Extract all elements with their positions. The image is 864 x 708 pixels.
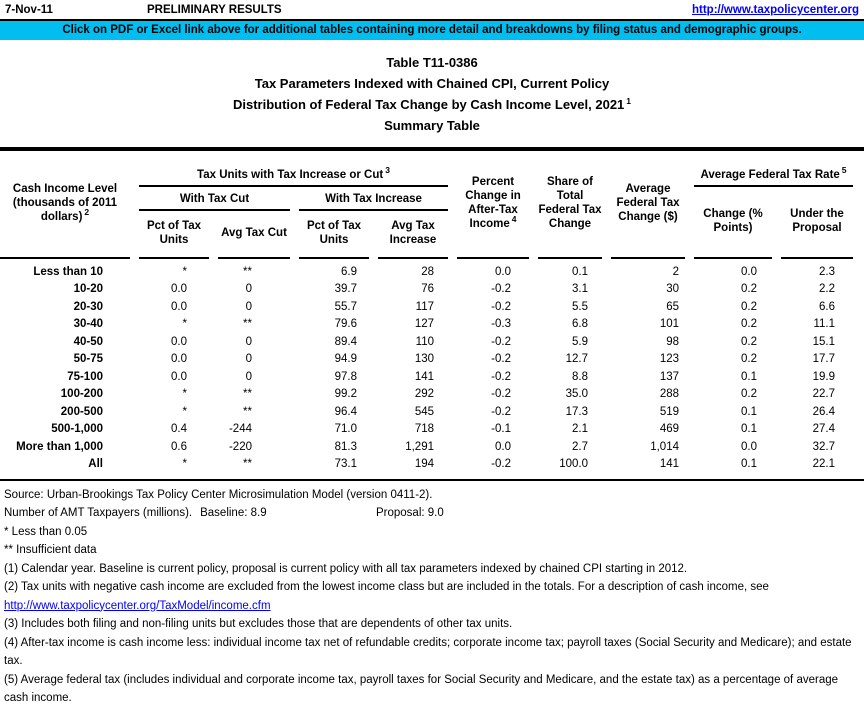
data-cell: 0.2 (741, 283, 757, 296)
data-cell: 292 (414, 388, 434, 401)
col-header-percent-change-after-tax-income: Percent Change in After-Tax Income $^4$ (457, 151, 529, 259)
data-cell: 519 (659, 405, 679, 418)
data-cell: 11.1 (813, 318, 835, 331)
data-cell: -0.2 (491, 458, 511, 471)
data-cell: 55.7 (334, 300, 357, 313)
data-cell: 2.7 (572, 440, 588, 453)
data-cell: 8.8 (572, 370, 588, 383)
income-definition-link[interactable]: http://www.taxpolicycenter.org/TaxModel/income.cfm (4, 599, 271, 612)
data-cell: -0.2 (491, 283, 511, 296)
table-subtitle-summary: Summary Table (384, 118, 480, 133)
col-header-cash-income-level: Cash Income Level (thousands of 2011 dollars) $^2$ (0, 151, 130, 259)
data-cell: 2.3 (819, 266, 835, 278)
col-header-pct-units-with-cut: Pct of Tax Units (139, 211, 209, 259)
data-cell: 3.1 (572, 283, 588, 296)
footnote-4: (4) After-tax income is cash income less: individual income tax net of refundable credits; corporate income tax; payroll taxes (Social Security and Medicare); and estate tax. (4, 636, 852, 667)
data-cell: 30 (666, 283, 679, 296)
data-cell: 469 (659, 423, 679, 436)
data-cell: -0.3 (491, 318, 511, 331)
data-cell: 0.0 (171, 353, 187, 366)
row-label-income-level: 10-20 (73, 283, 103, 296)
data-cell: 545 (414, 405, 434, 418)
data-cell: 0.0 (171, 370, 187, 383)
data-cell: 79.6 (334, 318, 357, 331)
group-header-with-tax-increase: With Tax Increase (299, 187, 448, 211)
data-cell: ** (243, 458, 252, 471)
double-star-note: ** Insufficient data (4, 544, 97, 556)
footnote-ref-2: 2 (84, 206, 90, 217)
data-cell: ** (243, 388, 252, 401)
data-cell: 123 (659, 353, 679, 366)
tax-distribution-table (0, 151, 862, 474)
data-cell: 0.1 (741, 458, 757, 471)
footnote-2: (2) Tax units with negative cash income are excluded from the lowest income class but are included in the totals. For a description of cash income, see (4, 581, 769, 593)
data-cell: 0 (245, 370, 252, 383)
row-label-income-level: 100-200 (60, 388, 103, 401)
data-cell: 6.8 (572, 318, 588, 331)
data-cell: 1,014 (650, 440, 679, 453)
report-date: 7-Nov-11 (5, 4, 53, 16)
data-cell: 17.7 (812, 353, 835, 366)
table-row (0, 369, 853, 387)
data-cell: 0.0 (741, 266, 757, 278)
title-block (0, 52, 864, 136)
data-cell: ** (243, 266, 252, 278)
footnote-5: (5) Average federal tax (includes individual and corporate income tax, payroll taxes for Social Security and Medicare, and the estate tax) as a percentage of average cash income. (4, 673, 839, 704)
data-cell: 94.9 (334, 353, 357, 366)
data-cell: 0.2 (741, 388, 757, 401)
row-label-income-level: 40-50 (73, 335, 103, 348)
data-cell: 65 (666, 300, 679, 313)
footnote-3: (3) Includes both filing and non-filing units but excludes those that are dependents of other tax units. (4, 618, 513, 630)
col-header-avg-tax-increase: Avg Tax Increase (378, 211, 448, 259)
data-cell: 6.6 (819, 300, 835, 313)
data-cell: 141 (414, 370, 434, 383)
data-cell: 194 (414, 458, 434, 471)
footnote-1: (1) Calendar year. Baseline is current policy, proposal is current policy with all tax parameters indexed by chained CPI starting in 2012. (4, 562, 688, 575)
data-cell: 0.1 (741, 405, 757, 418)
data-cell: 19.9 (812, 370, 835, 383)
data-cell: 5.5 (572, 300, 588, 313)
footnote-ref-5: 5 (841, 165, 847, 176)
data-cell: 0 (245, 353, 252, 366)
table-row (0, 439, 853, 457)
data-cell: 17.3 (565, 405, 588, 418)
data-cell: 0.1 (572, 266, 588, 278)
data-cell: 1,291 (405, 440, 434, 453)
data-cell: -220 (228, 440, 252, 453)
data-cell: 6.9 (341, 266, 357, 278)
data-cell: 76 (421, 283, 434, 296)
source-note: Source: Urban-Brookings Tax Policy Center Microsimulation Model (version 0411-2). (4, 488, 433, 501)
data-cell: 28 (421, 266, 434, 278)
data-cell: 81.3 (334, 440, 357, 453)
data-cell: 39.7 (334, 283, 357, 296)
col-header-avg-tax-cut: Avg Tax Cut (218, 211, 290, 259)
table-row (0, 299, 853, 317)
group-header-average-federal-tax-rate: Average Federal Tax Rate $^5$ (694, 151, 853, 187)
data-cell: 15.1 (812, 335, 835, 348)
preliminary-results-label: PRELIMINARY RESULTS (147, 4, 282, 16)
data-cell: 0.1 (741, 423, 757, 436)
row-label-income-level: 75-100 (67, 370, 103, 383)
data-cell: 101 (659, 318, 679, 331)
data-cell: 2.1 (572, 423, 588, 436)
table-subtitle-distribution: Distribution of Federal Tax Change by Cash Income Level, 2021 $^1$ (232, 95, 632, 112)
data-cell: 0.0 (495, 440, 511, 453)
table-row (0, 386, 853, 404)
data-cell: -0.2 (491, 388, 511, 401)
data-cell: 0.6 (171, 440, 187, 453)
data-cell: 27.4 (812, 423, 835, 436)
amt-label: Number of AMT Taxpayers (millions). (4, 507, 193, 519)
data-cell: * (182, 405, 187, 418)
data-cell: 130 (414, 353, 434, 366)
row-label-income-level: All (88, 458, 103, 471)
amt-baseline-value: Baseline: 8.9 (200, 507, 267, 519)
data-cell: 0.2 (741, 318, 757, 331)
data-cell: 97.8 (334, 370, 357, 383)
data-cell: 26.4 (812, 405, 835, 418)
data-cell: 12.7 (565, 353, 588, 366)
data-cell: 141 (659, 458, 679, 471)
data-cell: * (182, 388, 187, 401)
table-row (0, 259, 853, 281)
row-label-income-level: 30-40 (73, 318, 103, 331)
data-cell: 96.4 (334, 405, 357, 418)
data-cell: 0 (245, 300, 252, 313)
data-cell: 2.2 (819, 283, 835, 296)
data-cell: 22.1 (812, 458, 835, 471)
data-cell: -0.2 (491, 353, 511, 366)
row-label-income-level: Less than 10 (33, 266, 103, 278)
row-label-income-level: 500-1,000 (51, 423, 103, 436)
data-cell: 0.2 (741, 300, 757, 313)
table-body (0, 259, 853, 474)
data-cell: -244 (228, 423, 252, 436)
data-cell: 137 (659, 370, 679, 383)
row-label-income-level: 200-500 (60, 405, 103, 418)
data-cell: -0.2 (491, 300, 511, 313)
data-cell: 32.7 (812, 440, 835, 453)
row-label-income-level: 20-30 (73, 300, 103, 313)
data-cell: 71.0 (334, 423, 357, 436)
col-header-pct-units-with-increase: Pct of Tax Units (299, 211, 369, 259)
data-cell: 110 (415, 335, 434, 348)
table-row (0, 421, 853, 439)
data-cell: 288 (659, 388, 679, 401)
data-cell: 718 (414, 423, 434, 436)
taxpolicycenter-link[interactable]: http://www.taxpolicycenter.org (692, 4, 859, 16)
data-cell: 22.7 (812, 388, 835, 401)
data-cell: -0.2 (491, 370, 511, 383)
data-cell: ** (243, 405, 252, 418)
col-header-under-the-proposal: Under the Proposal (781, 187, 853, 259)
data-cell: 0.0 (171, 300, 187, 313)
footer-notes (0, 481, 864, 708)
info-banner: Click on PDF or Excel link above for additional tables containing more detail and breakdowns by filing status and demographic groups. (0, 21, 864, 40)
amt-taxpayers-line (4, 504, 860, 523)
col-header-rate-change-points: Change (% Points) (694, 187, 772, 259)
table-row (0, 456, 853, 474)
table-row (0, 351, 853, 369)
footnote-ref-3: 3 (385, 165, 390, 176)
data-cell: 0 (245, 335, 252, 348)
data-cell: 0 (245, 283, 252, 296)
data-cell: 0.2 (741, 353, 757, 366)
table-subtitle-policy: Tax Parameters Indexed with Chained CPI, Current Policy (254, 76, 610, 91)
data-cell: -0.2 (491, 335, 511, 348)
data-cell: 127 (414, 318, 434, 331)
data-cell: 99.2 (334, 388, 357, 401)
table-number-title: Table T11-0386 (386, 55, 478, 70)
data-cell: 117 (415, 300, 434, 313)
amt-proposal-value: Proposal: 9.0 (376, 507, 444, 519)
data-cell: 5.9 (572, 335, 588, 348)
table-row (0, 334, 853, 352)
data-cell: 73.1 (334, 458, 357, 471)
data-cell: 0.0 (741, 440, 757, 453)
data-cell: 0.1 (741, 370, 757, 383)
table-row (0, 316, 853, 334)
data-cell: 98 (666, 335, 679, 348)
data-cell: 100.0 (559, 458, 588, 471)
data-cell: 89.4 (334, 335, 357, 348)
data-cell: 0.0 (171, 335, 187, 348)
row-label-income-level: 50-75 (73, 353, 103, 366)
footnote-ref-1: 1 (626, 95, 632, 106)
data-cell: 0.0 (495, 266, 511, 278)
col-header-share-of-total-change: Share of Total Federal Tax Change (538, 151, 602, 259)
table-row (0, 281, 853, 299)
row-label-income-level: More than 1,000 (16, 440, 103, 453)
data-cell: -0.2 (491, 405, 511, 418)
data-cell: 35.0 (565, 388, 588, 401)
top-bar (0, 0, 864, 21)
data-cell: -0.1 (491, 423, 511, 436)
footnote-ref-4: 4 (511, 213, 517, 224)
data-cell: 0.0 (171, 283, 187, 296)
data-cell: * (182, 266, 187, 278)
star-note: * Less than 0.05 (4, 525, 88, 538)
data-cell: 0.4 (171, 423, 187, 436)
data-cell: * (182, 458, 187, 471)
table-row (0, 404, 853, 422)
group-header-tax-units-increase-or-cut: Tax Units with Tax Increase or Cut $^3$ (139, 151, 448, 187)
group-header-with-tax-cut: With Tax Cut (139, 187, 290, 211)
data-cell: ** (243, 318, 252, 331)
data-cell: * (182, 318, 187, 331)
data-cell: 0.2 (741, 335, 757, 348)
col-header-average-federal-tax-change: Average Federal Tax Change ($) (611, 151, 685, 259)
data-cell: 2 (672, 266, 679, 278)
